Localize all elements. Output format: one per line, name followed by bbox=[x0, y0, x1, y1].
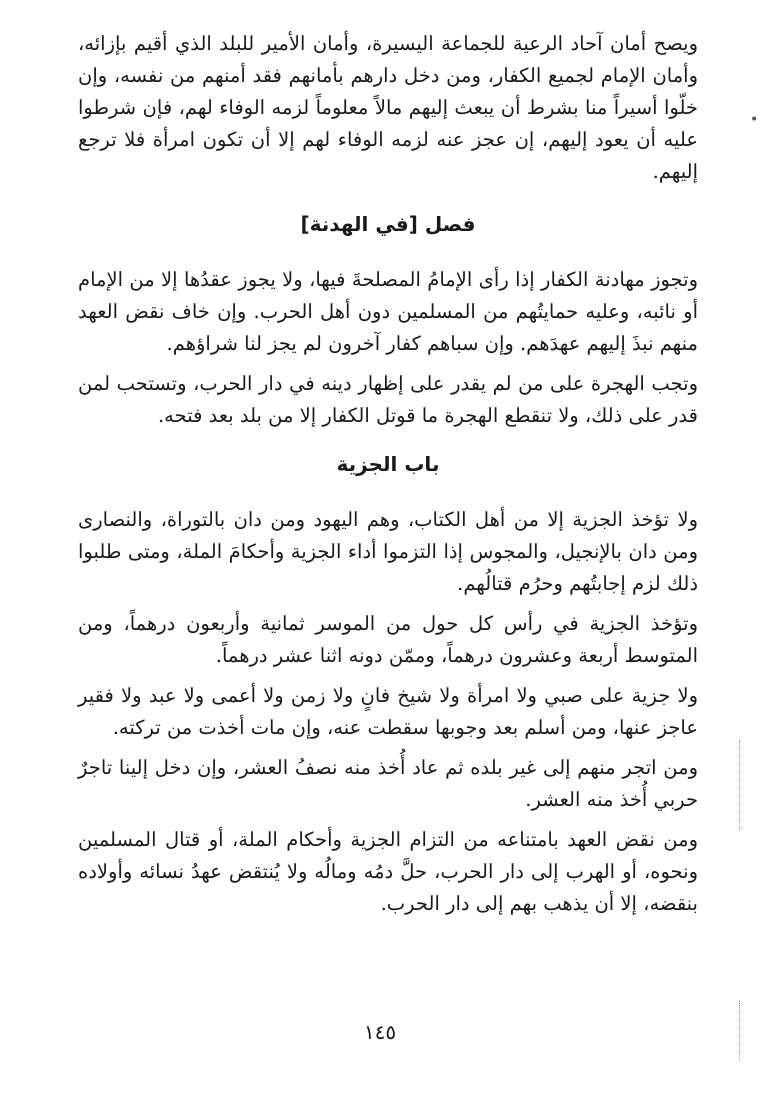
paragraph-breaking-covenant: ومن نقض العهد بامتناعه من التزام الجزية وأحكام الملة، أو قتال المسلمين ونحوه، أو الهرب إلى دار الحرب، حلَّ دمُه ومالُه ولا يُنتقض عهدُ نسائه وأولاده بنقضه، إلا أن يذهب بهم إلى دار الحرب. bbox=[78, 828, 698, 915]
paragraph-hudna: وتجوز مهادنة الكفار إذا رأى الإمامُ المصلحةَ فيها، ولا يجوز عقدُها إلا من الإمام أو نائبه، وعليه حمايتُهم من المسلمين دون أهل الحرب. وإن خاف نقض العهد منهم نبذَ إليهم عهدَهم. وإن سباهم كفار آخرون لم يجز لنا شراؤهم. bbox=[78, 268, 698, 355]
margin-mark: • bbox=[750, 112, 759, 128]
paragraph-hijra: وتجب الهجرة على من لم يقدر على إظهار دينه في دار الحرب، وتستحب لمن قدر على ذلك، ولا تنقطع الهجرة ما قوتل الكفار إلا من بلد بعد فتحه. bbox=[78, 372, 698, 427]
page-content bbox=[78, 28, 698, 920]
scan-artifact-line bbox=[738, 740, 740, 830]
paragraph-trade-tithe: ومن اتجر منهم إلى غير بلده ثم عاد أُخذ منه نصفُ العشر، وإن دخل إلينا تاجرٌ حربي أُخذ منه العشر. bbox=[78, 756, 698, 811]
scan-artifact-line bbox=[738, 1000, 740, 1060]
chapter-heading-jizya: باب الجزية bbox=[336, 452, 440, 476]
paragraph-aman: ويصح أمان آحاد الرعية للجماعة اليسيرة، وأمان الأمير للبلد الذي أقيم بإزائه، وأمان الإمام لجميع الكفار، ومن دخل دارهم بأمانهم فقد أمنهم من نفسه، وإن خلّوا أسيراً منا بشرط أن يبعث إليهم مالاً معلوماً لزمه الوفاء لهم، فإن شرطوا عليه أن يعود إليهم، إن عجز عنه لزمه الوفاء لهم إلا أن تكون امرأة فلا ترجع إليهم. bbox=[78, 32, 698, 183]
page-number: ١٤٥ bbox=[363, 1020, 397, 1044]
paragraph-jizya-amount: وتؤخذ الجزية في رأس كل حول من الموسر ثمانية وأربعون درهماً، ومن المتوسط أربعة وعشرون درهماً، وممّن دونه اثنا عشر درهماً. bbox=[78, 612, 698, 667]
paragraph-jizya-people: ولا تؤخذ الجزية إلا من أهل الكتاب، وهم اليهود ومن دان بالتوراة، والنصارى ومن دان بالإنجيل، والمجوس إذا التزموا أداء الجزية وأحكامَ الملة، ومتى طلبوا ذلك لزم إجابتُهم وحرُم قتالُهم. bbox=[78, 508, 698, 595]
paragraph-jizya-exempt: ولا جزية على صبي ولا امرأة ولا شيخ فانٍ ولا زمن ولا أعمى ولا عبد ولا فقير عاجز عنها، ومن أسلم بعد وجوبها سقطت عنه، وإن مات أخذت من تركته. bbox=[78, 684, 698, 739]
section-heading-hudna: فصل [في الهدنة] bbox=[300, 212, 476, 236]
